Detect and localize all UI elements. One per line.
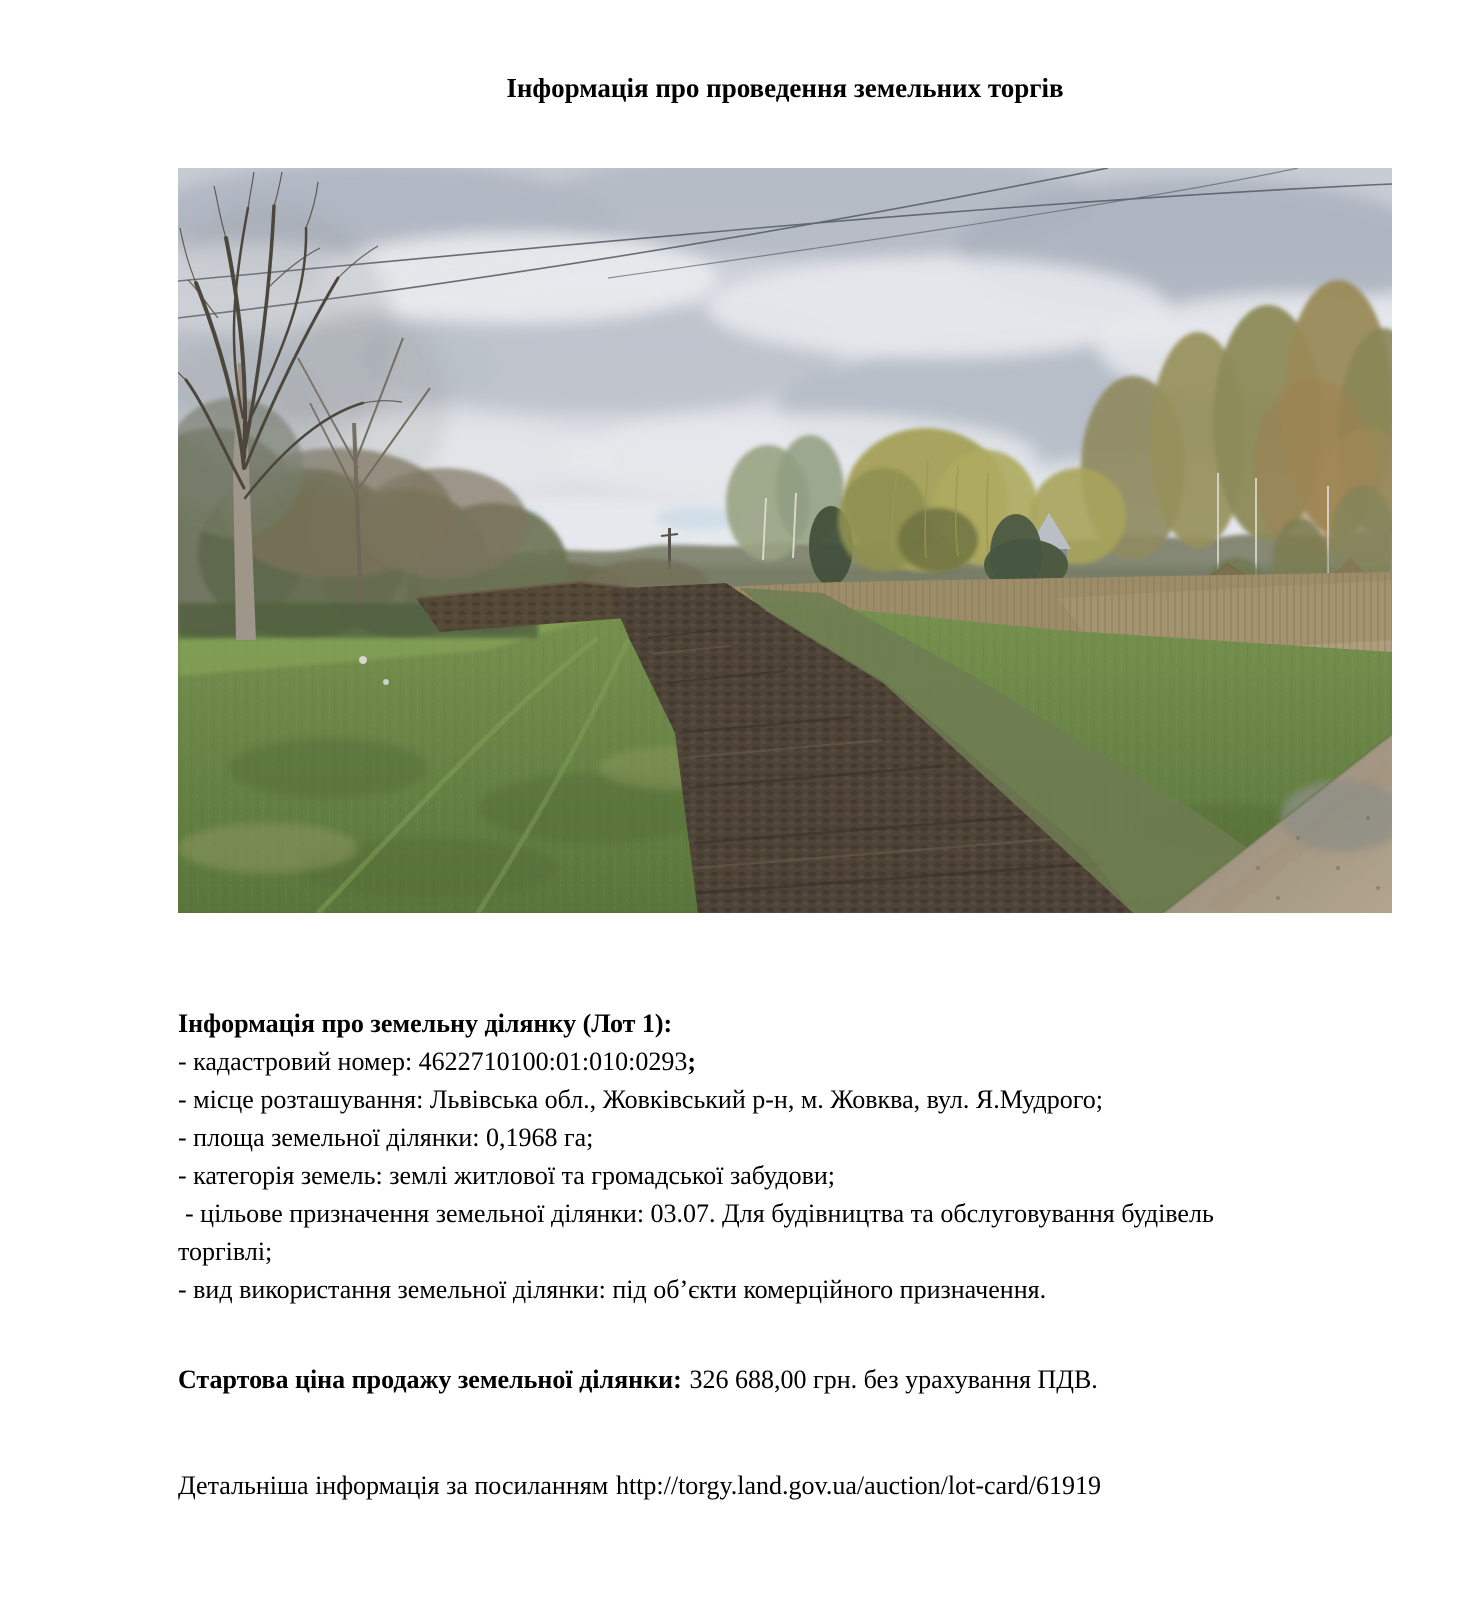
lot-line-cadastral (178, 1043, 1214, 1081)
starting-price-value: 326 688,00 грн. без урахування ПДВ. (689, 1365, 1098, 1394)
lot-info-heading: Інформація про земельну ділянку (Лот 1): (178, 1009, 673, 1038)
details-line (178, 1467, 1101, 1505)
page-title: Інформація про проведення земельних торгів (506, 73, 1064, 103)
lot-url[interactable]: http://torgy.land.gov.ua/auction/lot-card/61919 (615, 1471, 1101, 1500)
lot-line-location: - місце розташування: Львівська обл., Жовківський р-н, м. Жовква, вул. Я.Мудрого; (178, 1085, 1104, 1114)
cadastral-suffix: ; (687, 1047, 697, 1076)
cadastral-text: - кадастровий номер: 4622710100:01:010:0293 (178, 1047, 688, 1076)
lot-line-usage: - вид використання земельної ділянки: під об’єкти комерційного призначення. (178, 1275, 1047, 1304)
field-photo-svg (178, 168, 1392, 913)
starting-price-line (178, 1361, 1098, 1399)
details-prefix: Детальніша інформація за посиланням (178, 1471, 609, 1500)
starting-price-label: Стартова ціна продажу земельної ділянки: (178, 1365, 682, 1394)
lot-line-purpose-cont: торгівлі; (178, 1237, 273, 1266)
lot-info-section (178, 1005, 1214, 1309)
land-plot-photo (178, 168, 1392, 913)
lot-line-area: - площа земельної ділянки: 0,1968 га; (178, 1123, 594, 1152)
lot-line-purpose: - цільове призначення земельної ділянки: 03.07. Для будівництва та обслуговування будівель (185, 1199, 1214, 1228)
lot-line-category: - категорія земель: землі житлової та громадської забудови; (178, 1161, 835, 1190)
